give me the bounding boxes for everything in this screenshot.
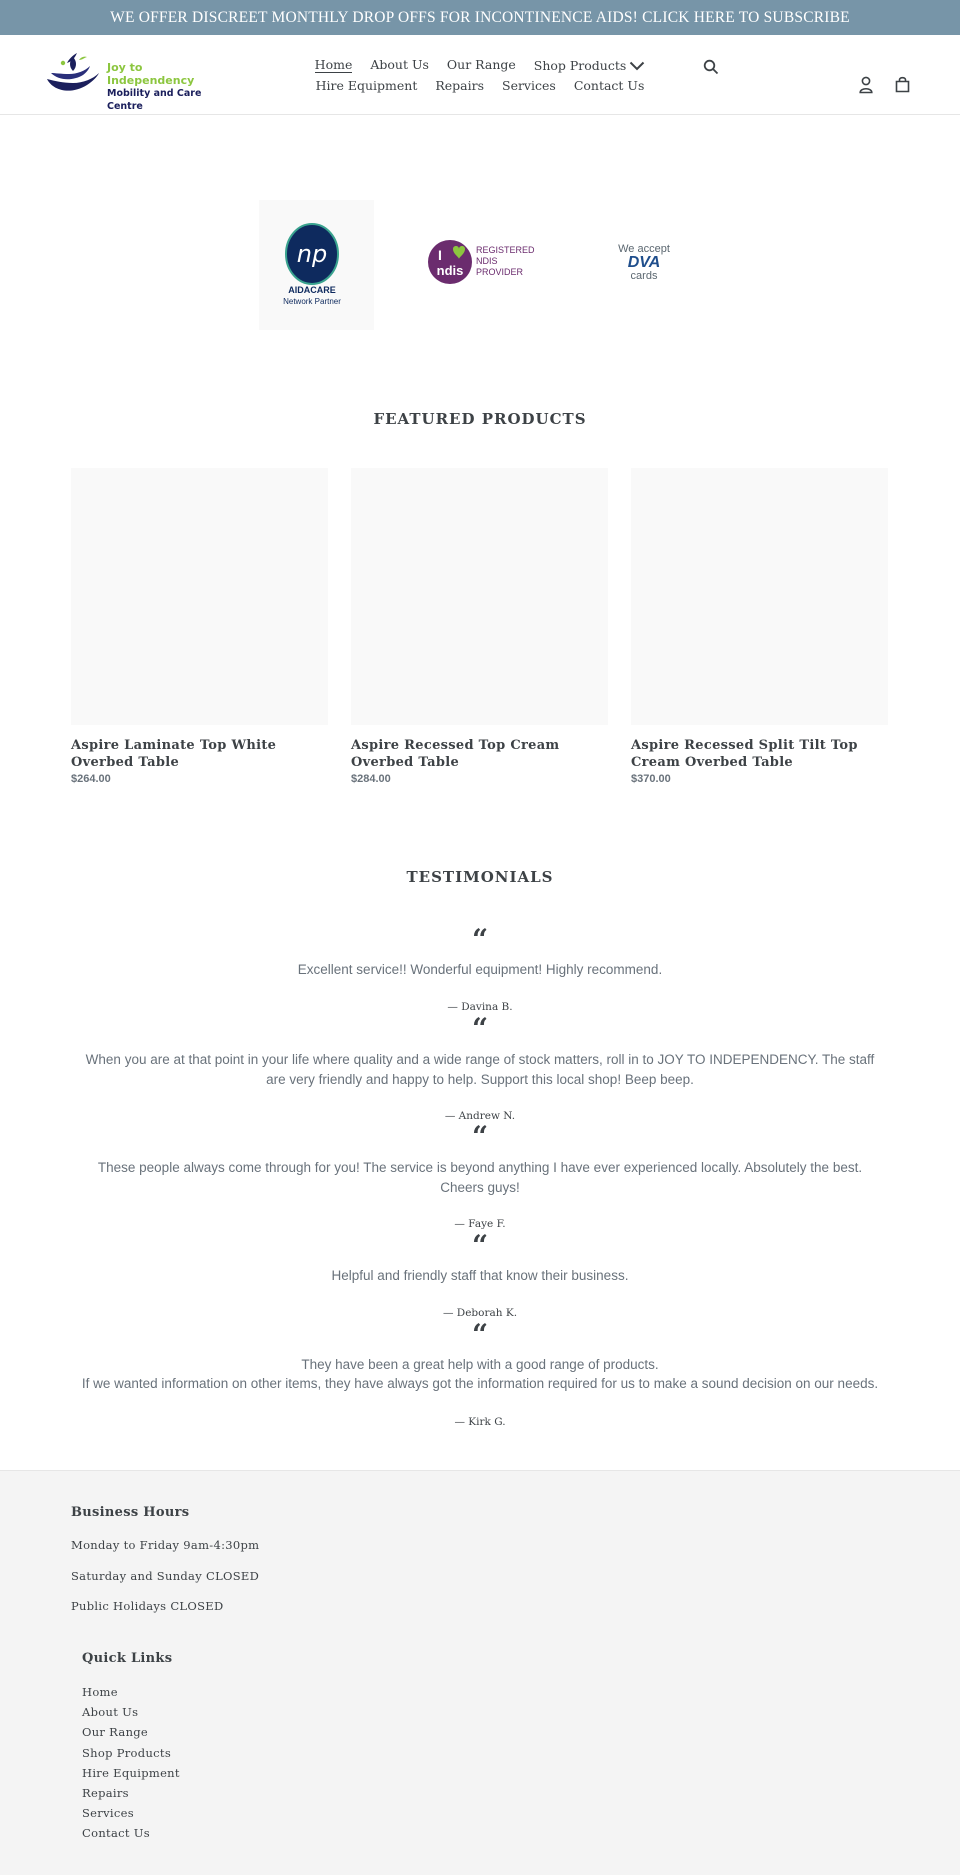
footer-link-our-range[interactable]: Our Range [82, 1725, 149, 1740]
product-price: $264.00 [71, 773, 111, 785]
main-nav [300, 54, 660, 96]
footer-link-contact-us[interactable]: Contact Us [82, 1826, 150, 1841]
product-card[interactable] [351, 468, 608, 785]
featured-title: FEATURED PRODUCTS [373, 410, 587, 428]
testimonial-author: — Deborah K. [442, 1307, 518, 1319]
business-hours-title: Business Hours [71, 1505, 190, 1520]
footer-link-home[interactable]: Home [82, 1685, 118, 1699]
search-icon[interactable] [703, 59, 719, 75]
nav-row-1 [300, 54, 660, 75]
testimonial-text: Helpful and friendly staff that know their business. [331, 1268, 629, 1283]
quote-icon: “ [471, 923, 489, 956]
product-card[interactable] [631, 468, 888, 785]
logo[interactable] [43, 51, 233, 112]
nav-repairs[interactable]: Repairs [435, 78, 484, 93]
cart-icon[interactable] [895, 76, 910, 93]
ndis-logo [424, 235, 544, 290]
ndis-badge [424, 235, 544, 290]
dva-line2: DVA [627, 254, 661, 271]
chevron-down-icon[interactable] [629, 61, 645, 71]
quote-icon: “ [471, 1012, 489, 1045]
testimonial-text: They have been a great help with a good range of products. [301, 1357, 659, 1372]
testimonial-text: These people always come through for you! The service is beyond anything I have ever experienced locally. Absolutely the best. Cheers guys! [97, 1160, 863, 1195]
footer-link-services[interactable]: Services [82, 1806, 134, 1821]
nav-shop-products[interactable] [534, 55, 646, 74]
partner-badges [0, 200, 960, 330]
dva-line3: cards [630, 270, 658, 282]
product-title[interactable]: Aspire Laminate Top White Overbed Table [71, 738, 277, 770]
nav-home[interactable]: Home [314, 56, 353, 72]
nav-hire-equipment[interactable]: Hire Equipment [315, 78, 418, 93]
product-image[interactable] [351, 468, 608, 725]
testimonial-text-line2: If we wanted information on other items, they have always got the information required for us to make a sound decision on our needs. [81, 1376, 879, 1391]
hours-line: Monday to Friday 9am-4:30pm [71, 1538, 260, 1552]
testimonial-author: — Andrew N. [444, 1110, 516, 1122]
product-image[interactable] [631, 468, 888, 725]
aidacare-sub: Network Partner [283, 297, 341, 306]
hours-line: Public Holidays CLOSED [71, 1599, 224, 1613]
footer-link-hire-equipment[interactable]: Hire Equipment [82, 1765, 180, 1780]
product-title[interactable]: Aspire Recessed Split Tilt Top Cream Overbed Table [631, 738, 858, 770]
logo-line1: Joy to Independency [107, 61, 195, 87]
quote-icon: “ [471, 1120, 489, 1153]
nav-shop-products-label[interactable]: Shop Products [533, 58, 627, 73]
aidacare-badge [259, 200, 374, 330]
ndis-i: I [438, 247, 442, 263]
ndis-line1: REGISTERED [476, 245, 535, 255]
footer-link-shop-products[interactable]: Shop Products [82, 1745, 172, 1760]
aidacare-name: AIDACARE [288, 285, 336, 295]
product-title[interactable]: Aspire Recessed Top Cream Overbed Table [351, 738, 560, 770]
testimonial-author: — Davina B. [447, 1001, 513, 1013]
product-image[interactable] [71, 468, 328, 725]
nav-about-us[interactable]: About Us [370, 57, 429, 72]
ndis-line2: NDIS [476, 256, 498, 266]
aidacare-logo [259, 200, 374, 330]
ndis-line3: PROVIDER [476, 267, 524, 277]
nav-services[interactable]: Services [502, 78, 556, 93]
dva-logo [604, 240, 684, 285]
testimonials-title: TESTIMONIALS [406, 868, 554, 886]
site-footer [0, 1470, 960, 1875]
dva-line1: We accept [618, 243, 670, 255]
product-price: $284.00 [351, 773, 391, 785]
testimonial-author: — Kirk G. [454, 1416, 506, 1428]
announcement-bar[interactable]: WE OFFER DISCREET MONTHLY DROP OFFS FOR INCONTINENCE AIDS! CLICK HERE TO SUBSCRIBE [0, 0, 960, 35]
hours-line: Saturday and Sunday CLOSED [71, 1569, 260, 1583]
footer-link-repairs[interactable]: Repairs [82, 1785, 129, 1800]
nav-contact-us[interactable]: Contact Us [573, 78, 645, 93]
quote-icon: “ [471, 1318, 489, 1351]
product-price: $370.00 [631, 773, 671, 785]
site-header [0, 35, 960, 115]
quick-links-title: Quick Links [82, 1651, 173, 1666]
quote-icon: “ [471, 1229, 489, 1262]
logo-hands-icon [43, 51, 103, 99]
testimonial-text: When you are at that point in your life where quality and a wide range of stock matters, roll in to JOY TO INDEPENDENCY. The staff are very friendly and happy to help. Support this local shop! Beep beep. [85, 1052, 875, 1087]
product-card[interactable] [71, 468, 328, 785]
account-icon[interactable] [859, 76, 873, 94]
nav-row-2 [300, 75, 660, 96]
testimonial-text: Excellent service!! Wonderful equipment! Highly recommend. [297, 962, 663, 977]
footer-link-about-us[interactable]: About Us [82, 1705, 139, 1720]
ndis-word: ndis [436, 263, 464, 278]
dva-badge [604, 240, 684, 285]
testimonial-author: — Faye F. [454, 1218, 506, 1230]
nav-our-range[interactable]: Our Range [446, 57, 516, 72]
logo-line2: Mobility and Care Centre [107, 88, 202, 112]
quick-links-list [82, 1685, 180, 1847]
logo-text [107, 61, 233, 113]
aidacare-mark: np [296, 240, 328, 268]
